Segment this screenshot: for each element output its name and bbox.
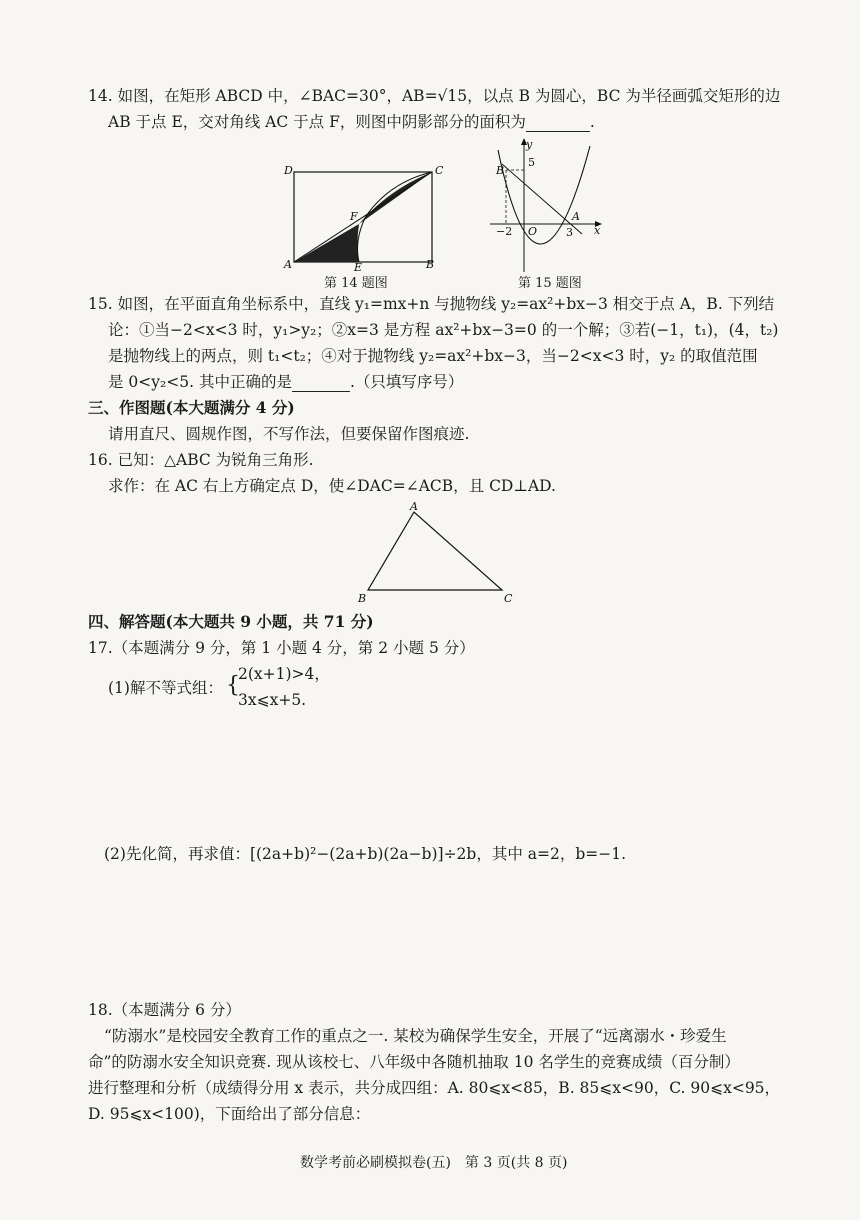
q15-figure [486,136,604,274]
q17-part2: (2)先化简，再求值：[(2a+b)²−(2a+b)(2a−b)]÷2b，其中 a=2，b=−1. [104,845,627,863]
q15-label-five: 5 [528,156,535,169]
section3-title: 三、作图题(本大题满分 4 分) [88,398,295,417]
q17-inequality-2: 3x⩽x+5. [238,691,307,709]
q15-label-y: y [526,138,533,151]
q15-answer-blank [292,375,350,392]
q17-inequality-1: 2(x+1)>4， [238,665,330,683]
q15-line4 [108,372,463,392]
shaded-region-upper [359,172,432,224]
shaded-region-lower [294,224,359,262]
q15-label-neg2: −2 [496,225,513,238]
q17-part1-label: (1)解不等式组： [108,679,223,697]
q18-line2: 命”的防溺水安全知识竞赛. 现从该校七、八年级中各随机抽取 10 名学生的竞赛成绩（百分制） [88,1053,740,1071]
q14-figure [280,160,450,272]
q15-label-o: O [528,225,538,238]
triangle-abc [368,512,502,590]
q16-triangle-figure [352,500,528,606]
q18-header: 18.（本题满分 6 分） [88,1001,241,1019]
q14-label-f: F [350,210,358,223]
q18-line1: “防溺水”是校园安全教育工作的重点之一. 某校为确保学生安全，开展了“远离溺水・珍爱生 [104,1027,727,1045]
q14-label-a: A [284,258,292,271]
q14-label-c: C [435,164,444,177]
q15-label-three: 3 [566,226,573,239]
q14-answer-blank [526,115,590,132]
q14-label-d: D [284,164,293,177]
diagonal-ac [294,172,432,262]
q15-line4-end: .（只填写序号） [349,373,464,391]
section4-title: 四、解答题(本大题共 9 小题，共 71 分) [88,612,374,631]
q15-line4-text: 是 0<y₂<5. 其中正确的是 [108,373,292,391]
q17-header: 17.（本题满分 9 分，第 1 小题 4 分，第 2 小题 5 分） [88,639,475,657]
q16-label-c: C [504,592,513,605]
page-footer: 数学考前必刷模拟卷(五) 第 3 页(共 8 页) [300,1155,568,1171]
q16-label-b: B [358,592,367,605]
q18-line4: D. 95⩽x<100)，下面给出了部分信息： [88,1105,371,1123]
q14-line2 [108,112,595,132]
q15-line3: 是抛物线上的两点，则 t₁<t₂；④对于抛物线 y₂=ax²+bx−3，当−2<x<3 时，y₂ 的取值范围 [108,347,758,365]
system-brace: { [226,673,240,698]
q14-line2-end: . [589,113,595,131]
q16-line1: 16. 已知：△ABC 为锐角三角形. [88,451,314,469]
q14-label-b: B [426,258,435,271]
q16-line2: 求作：在 AC 右上方确定点 D，使∠DAC=∠ACB，且 CD⊥AD. [108,477,556,495]
section3-instruction: 请用直尺、圆规作图，不写作法，但要保留作图痕迹. [108,425,470,443]
q14-line1: 14. 如图，在矩形 ABCD 中，∠BAC=30°，AB=√15，以点 B 为圆心，BC 为半径画弧交矩形的边 [88,87,781,105]
q14-label-e: E [354,261,363,272]
q14-figure-caption: 第 14 题图 [324,276,388,291]
q15-line1: 15. 如图，在平面直角坐标系中，直线 y₁=mx+n 与抛物线 y₂=ax²+bx−3 相交于点 A，B. 下列结 [88,295,775,313]
q15-label-a: A [572,210,580,223]
q15-line2: 论：①当−2<x<3 时，y₁>y₂；②x=3 是方程 ax²+bx−3=0 的一个解；③若(−1，t₁)，(4，t₂) [108,321,779,339]
q15-label-x: x [594,224,601,237]
q15-figure-caption: 第 15 题图 [518,276,582,291]
q18-line3: 进行整理和分析（成绩得分用 x 表示，共分成四组：A. 80⩽x<85，B. 85⩽x<90，C. 90⩽x<95， [88,1079,781,1097]
q14-line2-text: AB 于点 E，交对角线 AC 于点 F，则图中阴影部分的面积为 [108,113,526,131]
q16-label-a: A [410,500,418,513]
q15-label-b: B [496,164,505,177]
